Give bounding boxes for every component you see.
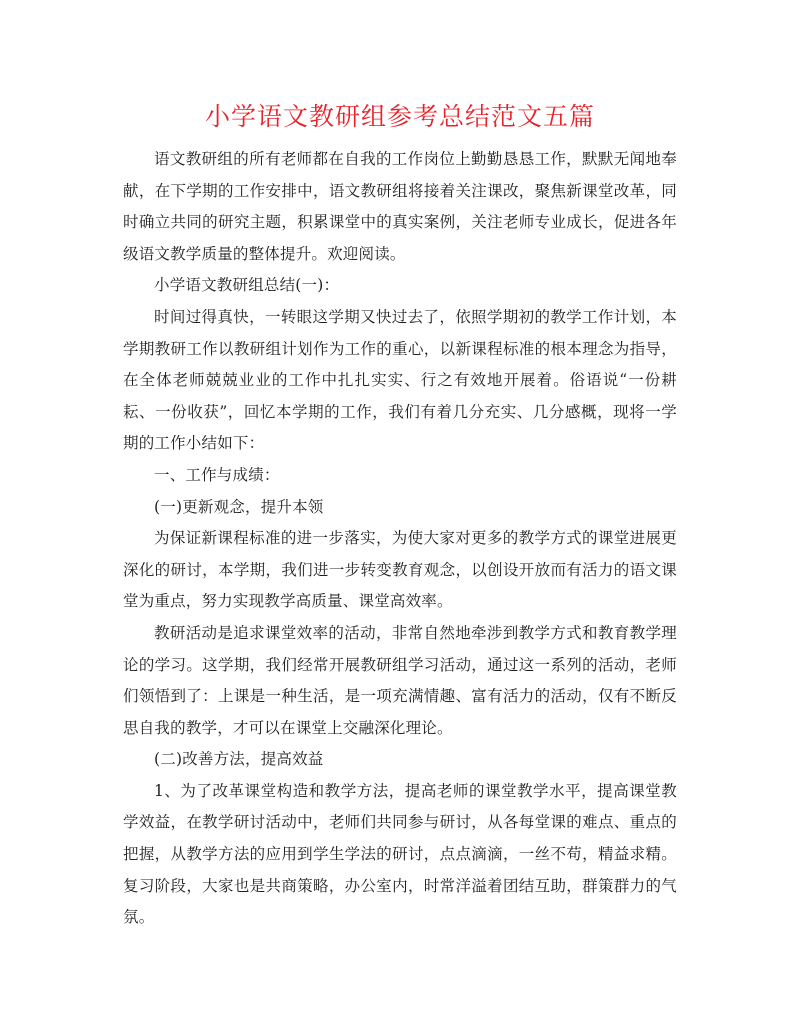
section-1-title: 小学语文教研组总结(一)： <box>154 276 340 295</box>
subsection-1-paragraph-1: 为保证新课程标准的进一步落实，为使大家对更多的教学方式的课堂进展更深化的研讨，本学期，我们进一步转变教育观念，以创设开放而有活力的语文课堂为重点，努力实现教学高质量、课堂高效率。 <box>123 529 677 611</box>
subsection-1-title: (一)更新观念，提升本领 <box>154 497 324 516</box>
section-1-paragraph: 时间过得真快，一转眼这学期又快过去了，依照学期初的教学工作计划，本学期教研工作以教研组计划作为工作的重心，以新课程标准的根本理念为指导，在全体老师兢兢业业的工作中扎扎实实、行之有效地开展着。俗语说“一份耕耘、一份收获”，回忆本学期的工作，我们有着几分充实、几分感概，现将一学期的工作小结如下： <box>123 307 677 453</box>
document-title: 小学语文教研组参考总结范文五篇 <box>204 102 595 131</box>
work-heading: 一、工作与成绩： <box>154 465 280 484</box>
subsection-2-title: (二)改善方法，提高效益 <box>154 750 324 769</box>
intro-paragraph: 语文教研组的所有老师都在自我的工作岗位上勤勤恳恳工作，默默无闻地奉献，在下学期的工作安排中，语文教研组将接着关注课改，聚焦新课堂改革，同时确立共同的研究主题，积累课堂中的真实案例，关注老师专业成长，促进各年级语文教学质量的整体提升。欢迎阅读。 <box>123 150 677 263</box>
subsection-1-paragraph-2: 教研活动是追求课堂效率的活动，非常自然地牵涉到教学方式和教育教学理论的学习。这学期，我们经常开展教研组学习活动，通过这一系列的活动，老师们领悟到了：上课是一种生活，是一项充满情趣、富有活力的活动，仅有不断反思自我的教学，才可以在课堂上交融深化理论。 <box>123 623 677 737</box>
subsection-2-paragraph-1: 1、为了改革课堂构造和教学方法，提高老师的课堂教学水平，提高课堂教学效益，在教学研讨活动中，老师们共同参与研讨，从各每堂课的难点、重点的把握，从教学方法的应用到学生学法的研讨，点点滴滴，一丝不苟，精益求精。复习阶段，大家也是共商策略，办公室内，时常洋溢着团结互助，群策群力的气氛。 <box>123 781 677 927</box>
